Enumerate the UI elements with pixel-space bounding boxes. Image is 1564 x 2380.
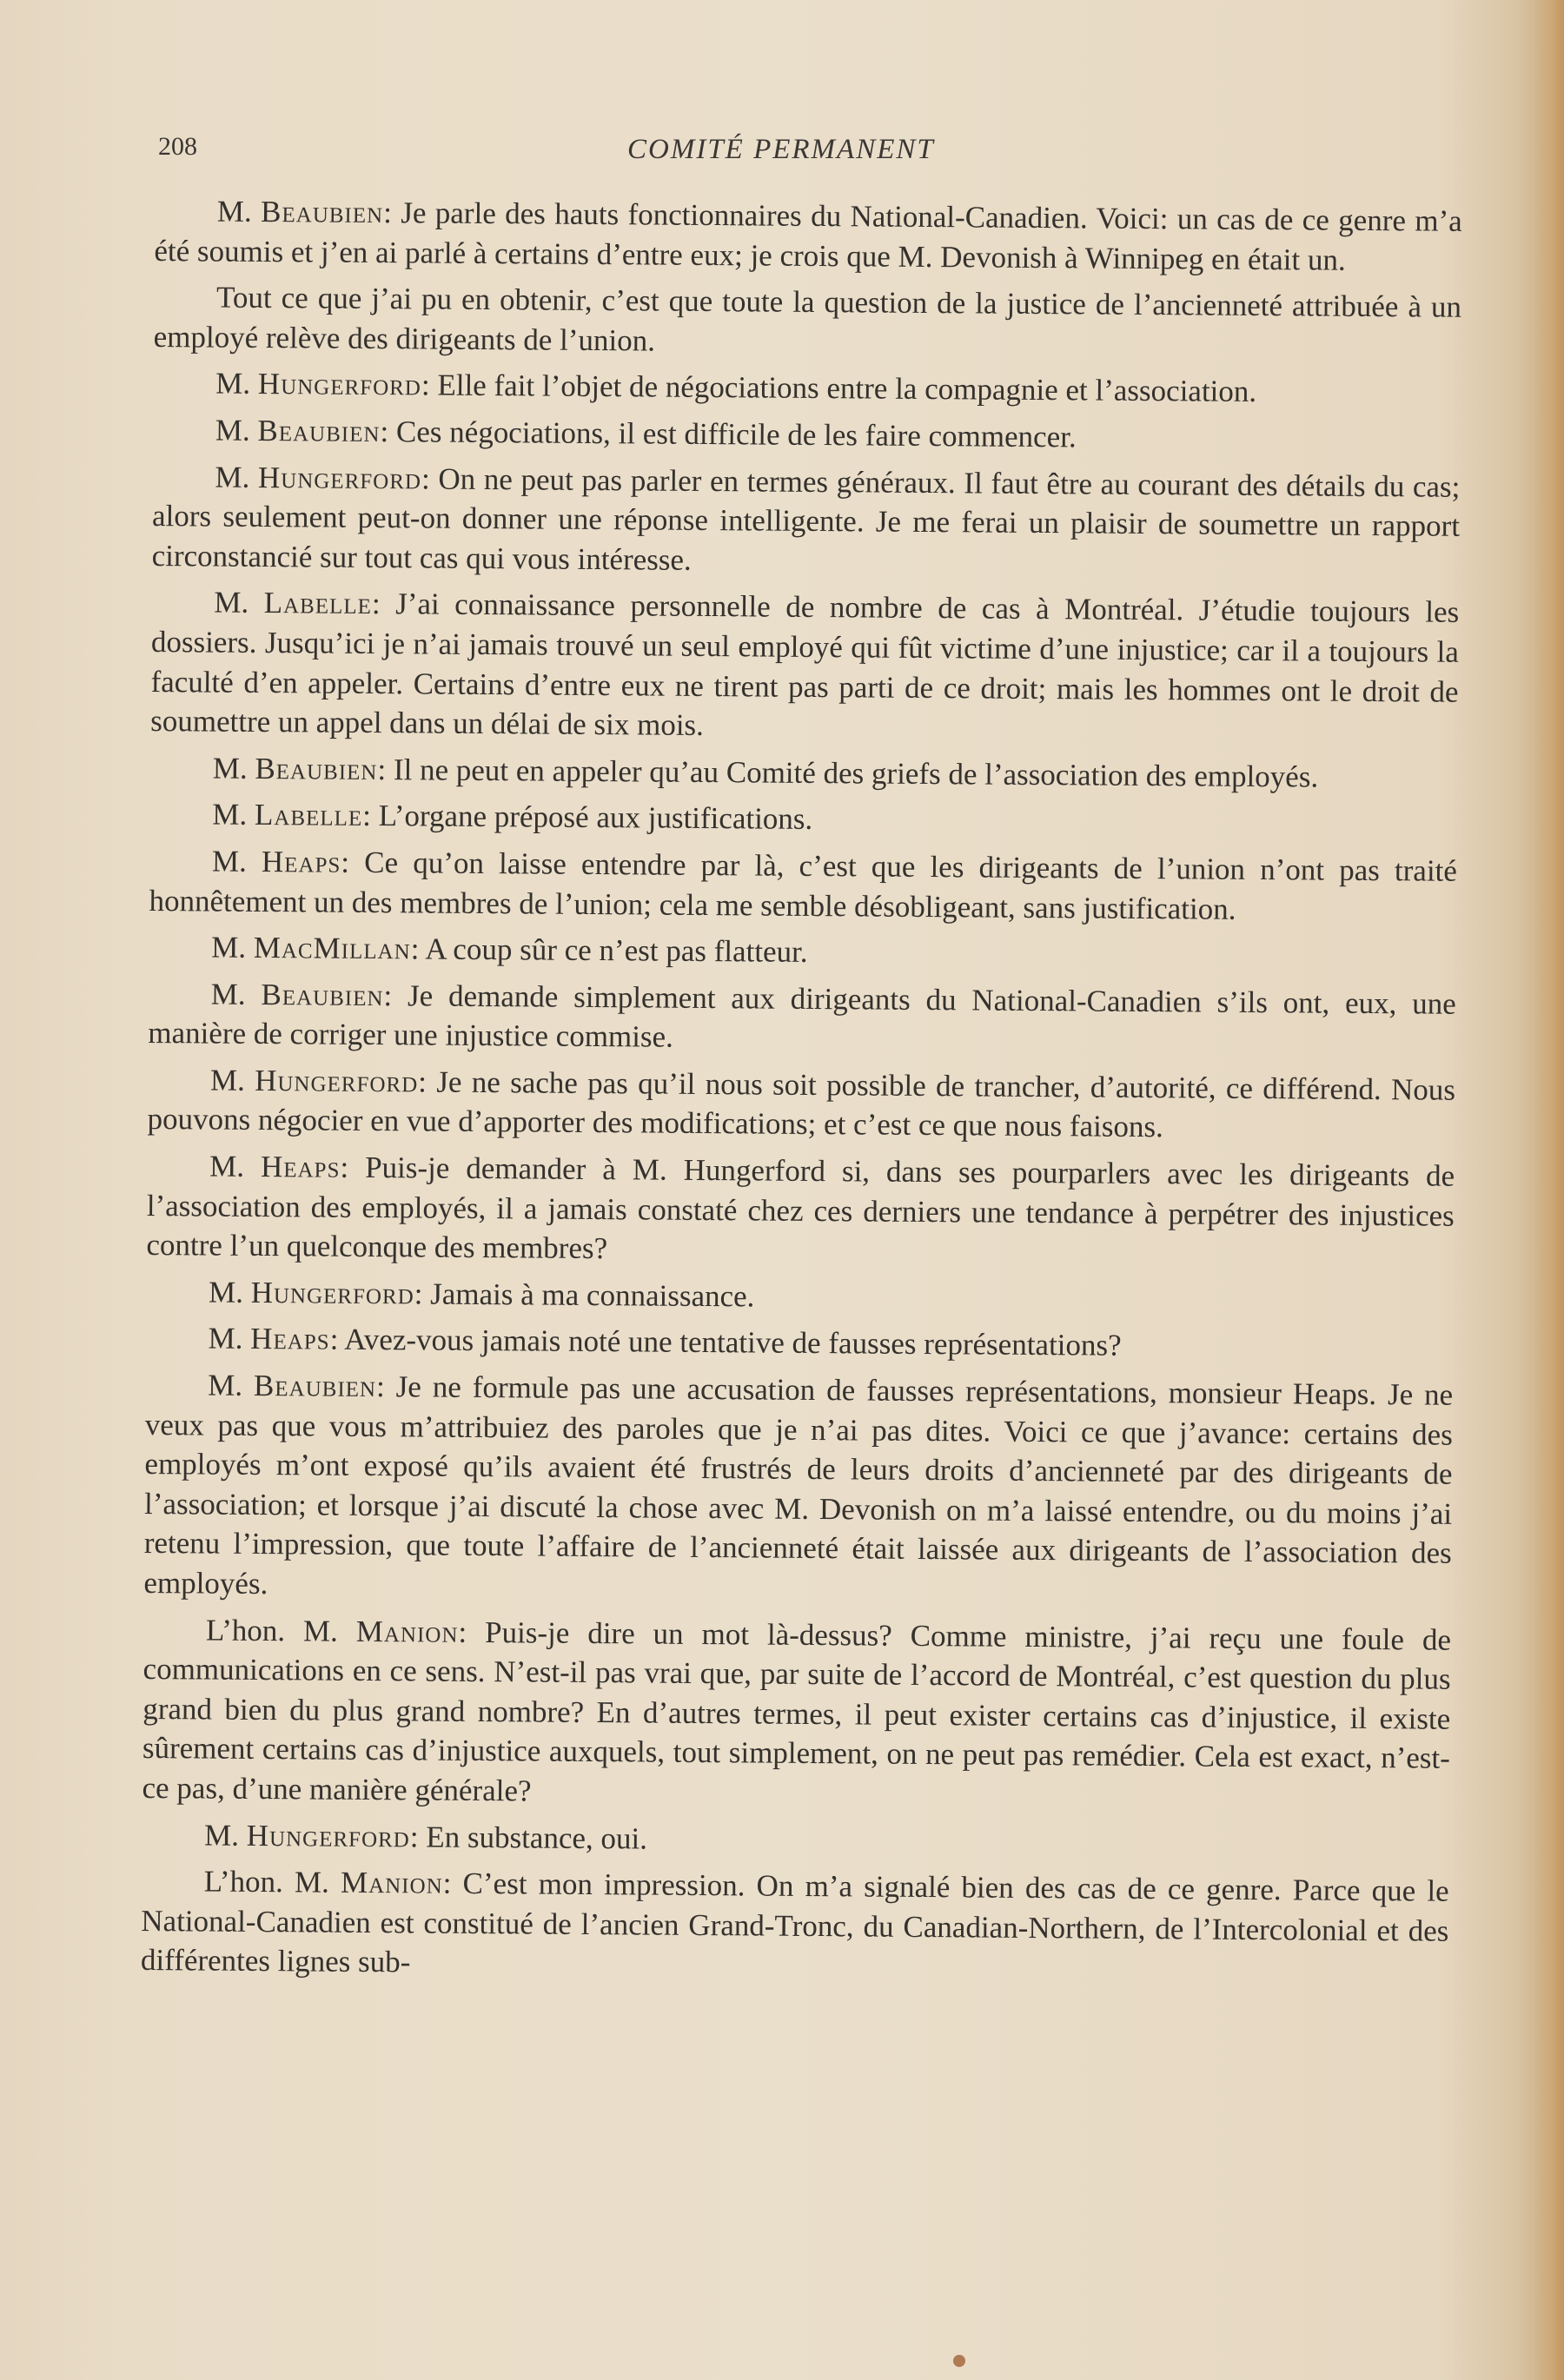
paragraph-text: : C’est mon impression. On m’a signalé bien des cas de ce genre. Parce que le National-Canadien est constitué de l’ancien Grand-Tronc, du Canadian-Northern, de l’Intercolonial et des différentes lignes sub- — [140, 1866, 1449, 1979]
speaker-title: M. — [211, 930, 247, 965]
page-edge-shadow — [1534, 0, 1564, 2380]
paragraph-text: Tout ce que j’ai pu en obtenir, c’est que toute la question de la justice de l’ancienneté attribuée à un employé relève des dirigeants de l’union. — [153, 280, 1462, 358]
speaker-title: M. — [214, 585, 249, 620]
speaker-name: Hungerford — [255, 1063, 419, 1099]
speaker-name: Manion — [340, 1865, 443, 1900]
paragraph-text: : Je ne formule pas une accusation de fausses représentations, monsieur Heaps. Je ne veux pas que vous m’attribuiez des paroles que je n’ai pas dites. Voici ce que j’avance: certains des employés m’ont exposé qu’ils avaient été frustrés de leurs droits d’ancienneté par des dirigeants de l’association; et lorsque j’ai discuté la chose avec M. Devonish on m’a laissé entendre, ou du moins j’ai retenu l’impression, que toute l’affaire de l’ancienneté était laissée aux dirigeants de l’association des employés. — [143, 1369, 1454, 1601]
speaker-name: Beaubien — [255, 751, 378, 786]
paragraph — [149, 841, 1457, 931]
paragraph-text: : L’organe préposé aux justifications. — [362, 799, 813, 837]
speaker-title: M. — [212, 797, 248, 832]
speaker-title: L’hon. M. — [203, 1864, 330, 1899]
paragraph — [153, 363, 1461, 413]
paragraph — [153, 410, 1461, 460]
paragraph — [149, 927, 1456, 977]
paragraph-text: : J’ai connaissance personnelle de nombre de cas à Montréal. J’étudie toujours les dossiers. Jusqu’ici je n’ai jamais trouvé un seul employé qui fût victime d’une injustice; car il a toujours la faculté d’en appeler. Certains d’entre eux ne tirent pas parti de ce droit; mais les hommes ont le droit de soumettre un appel dans un délai de six mois. — [150, 587, 1460, 743]
paragraph-text: : En substance, oui. — [409, 1819, 648, 1856]
speaker-title: M. — [209, 1149, 245, 1183]
paragraph-text: : Ces négociations, il est difficile de les faire commencer. — [380, 414, 1077, 454]
paragraph-text: : A coup sûr ce n’est pas flatteur. — [410, 931, 808, 970]
speaker-title: M. — [216, 194, 252, 229]
speaker-name: Manion — [355, 1614, 459, 1649]
paragraph-text: : Je demande simplement aux dirigeants du National-Canadien s’ils ont, eux, une manière de corriger une injustice commise. — [148, 978, 1456, 1054]
speaker-title: M. — [208, 1321, 243, 1356]
speaker-name: Heaps — [261, 844, 341, 879]
speaker-title: M. — [203, 1818, 240, 1853]
paragraph-text: : Avez-vous jamais noté une tentative de fausses représentations? — [329, 1323, 1122, 1363]
speaker-title: M. — [210, 977, 246, 1011]
speaker-title: M. — [211, 844, 247, 878]
paragraph-text: : Jamais à ma connaissance. — [414, 1276, 755, 1314]
paragraph — [142, 1610, 1451, 1819]
paragraph-text: : Puis-je dire un mot là-dessus? Comme ministre, j’ai reçu une foule de communications en ce sens. N’est-il pas vrai que, par suite de l’accord de Montréal, c’est question du plus grand bien du plus grand nombre? En d’autres termes, il peut exister certains cas d’injustice, il existe sûrement certains cas d’injustice auxquels, tout simplement, on ne peut pas remédier. Cela est exact, n’est-ce pas, d’une manière générale? — [142, 1614, 1452, 1808]
paragraph — [141, 1861, 1449, 1991]
speaker-name: Hungerford — [246, 1818, 410, 1853]
speaker-title: M. — [215, 460, 250, 494]
speaker-title: M. — [212, 751, 248, 786]
paragraph — [145, 1318, 1453, 1368]
running-head: COMITÉ PERMANENT — [627, 134, 935, 165]
paragraph — [154, 277, 1462, 367]
paragraph-text: : Ce qu’on laisse entendre par là, c’est que les dirigeants de l’union n’ont pas traité honnêtement un des membres de l’union; cela me semble désobligeant, sans justification. — [149, 845, 1458, 926]
document-body — [141, 191, 1462, 1998]
speaker-name: Labelle — [254, 798, 363, 833]
speaker-title: M. — [208, 1368, 243, 1402]
paragraph — [142, 1815, 1449, 1865]
speaker-name: Hungerford — [257, 367, 422, 402]
page-number: 208 — [158, 132, 197, 161]
ink-blot — [953, 2355, 965, 2367]
paragraph-text: : Je parle des hauts fonctionnaires du National-Canadien. Voici: un cas de ce genre m’a été soumis et j’en ai parlé à certains d’entre eux; je crois que M. Devonish à Winnipeg en était un. — [154, 196, 1462, 277]
speaker-title: M. — [209, 1063, 245, 1097]
paragraph — [143, 1365, 1453, 1613]
speaker-name: MacMillan — [253, 931, 411, 966]
paragraph — [150, 748, 1458, 798]
paragraph — [148, 974, 1456, 1064]
speaker-title: M. — [215, 413, 250, 447]
speaker-title: L’hon. M. — [205, 1613, 339, 1648]
speaker-name: Beaubien — [253, 1368, 377, 1404]
speaker-name: Heaps — [250, 1322, 330, 1357]
speaker-title: M. — [208, 1275, 244, 1309]
paragraph-text: : Puis-je demander à M. Hungerford si, dans ses pourparlers avec les dirigeants de l’association des employés, il a jamais constaté chez ces derniers une tendance à perpétrer des injustices contre l’un quelconque des membres? — [146, 1150, 1455, 1266]
paragraph-text: : Je ne sache pas qu’il nous soit possible de trancher, d’autorité, ce différend. Nous pouvons négocier en vue d’apporter des modifications; et c’est ce que nous faisons. — [147, 1064, 1456, 1144]
paragraph — [147, 1060, 1455, 1150]
speaker-name: Hungerford — [257, 460, 422, 495]
paragraph-text: : On ne peut pas parler en termes généraux. Il faut être au courant des détails du cas; alors seulement peut-on donner une réponse intelligente. Je me ferai un plaisir de soumettre un rapport circonstancié sur tout cas qui vous intéresse. — [151, 461, 1461, 577]
page-header — [158, 132, 1461, 176]
paragraph-text: : Elle fait l’objet de négociations entre la compagnie et l’association. — [421, 368, 1257, 409]
paragraph — [152, 457, 1461, 587]
speaker-name: Heaps — [260, 1150, 341, 1184]
paragraph — [146, 1272, 1454, 1322]
speaker-name: Hungerford — [250, 1275, 414, 1311]
speaker-name: Beaubien — [257, 413, 381, 449]
speaker-name: Beaubien — [260, 194, 384, 230]
paragraph — [150, 582, 1459, 751]
paragraph-text: : Il ne peut en appeler qu’au Comité des griefs de l’association des employés. — [377, 752, 1319, 794]
speaker-title: M. — [215, 366, 251, 401]
paragraph — [146, 1146, 1455, 1276]
speaker-name: Beaubien — [261, 977, 384, 1012]
speaker-name: Labelle — [263, 586, 373, 621]
paragraph — [149, 794, 1457, 844]
paragraph — [154, 191, 1462, 281]
